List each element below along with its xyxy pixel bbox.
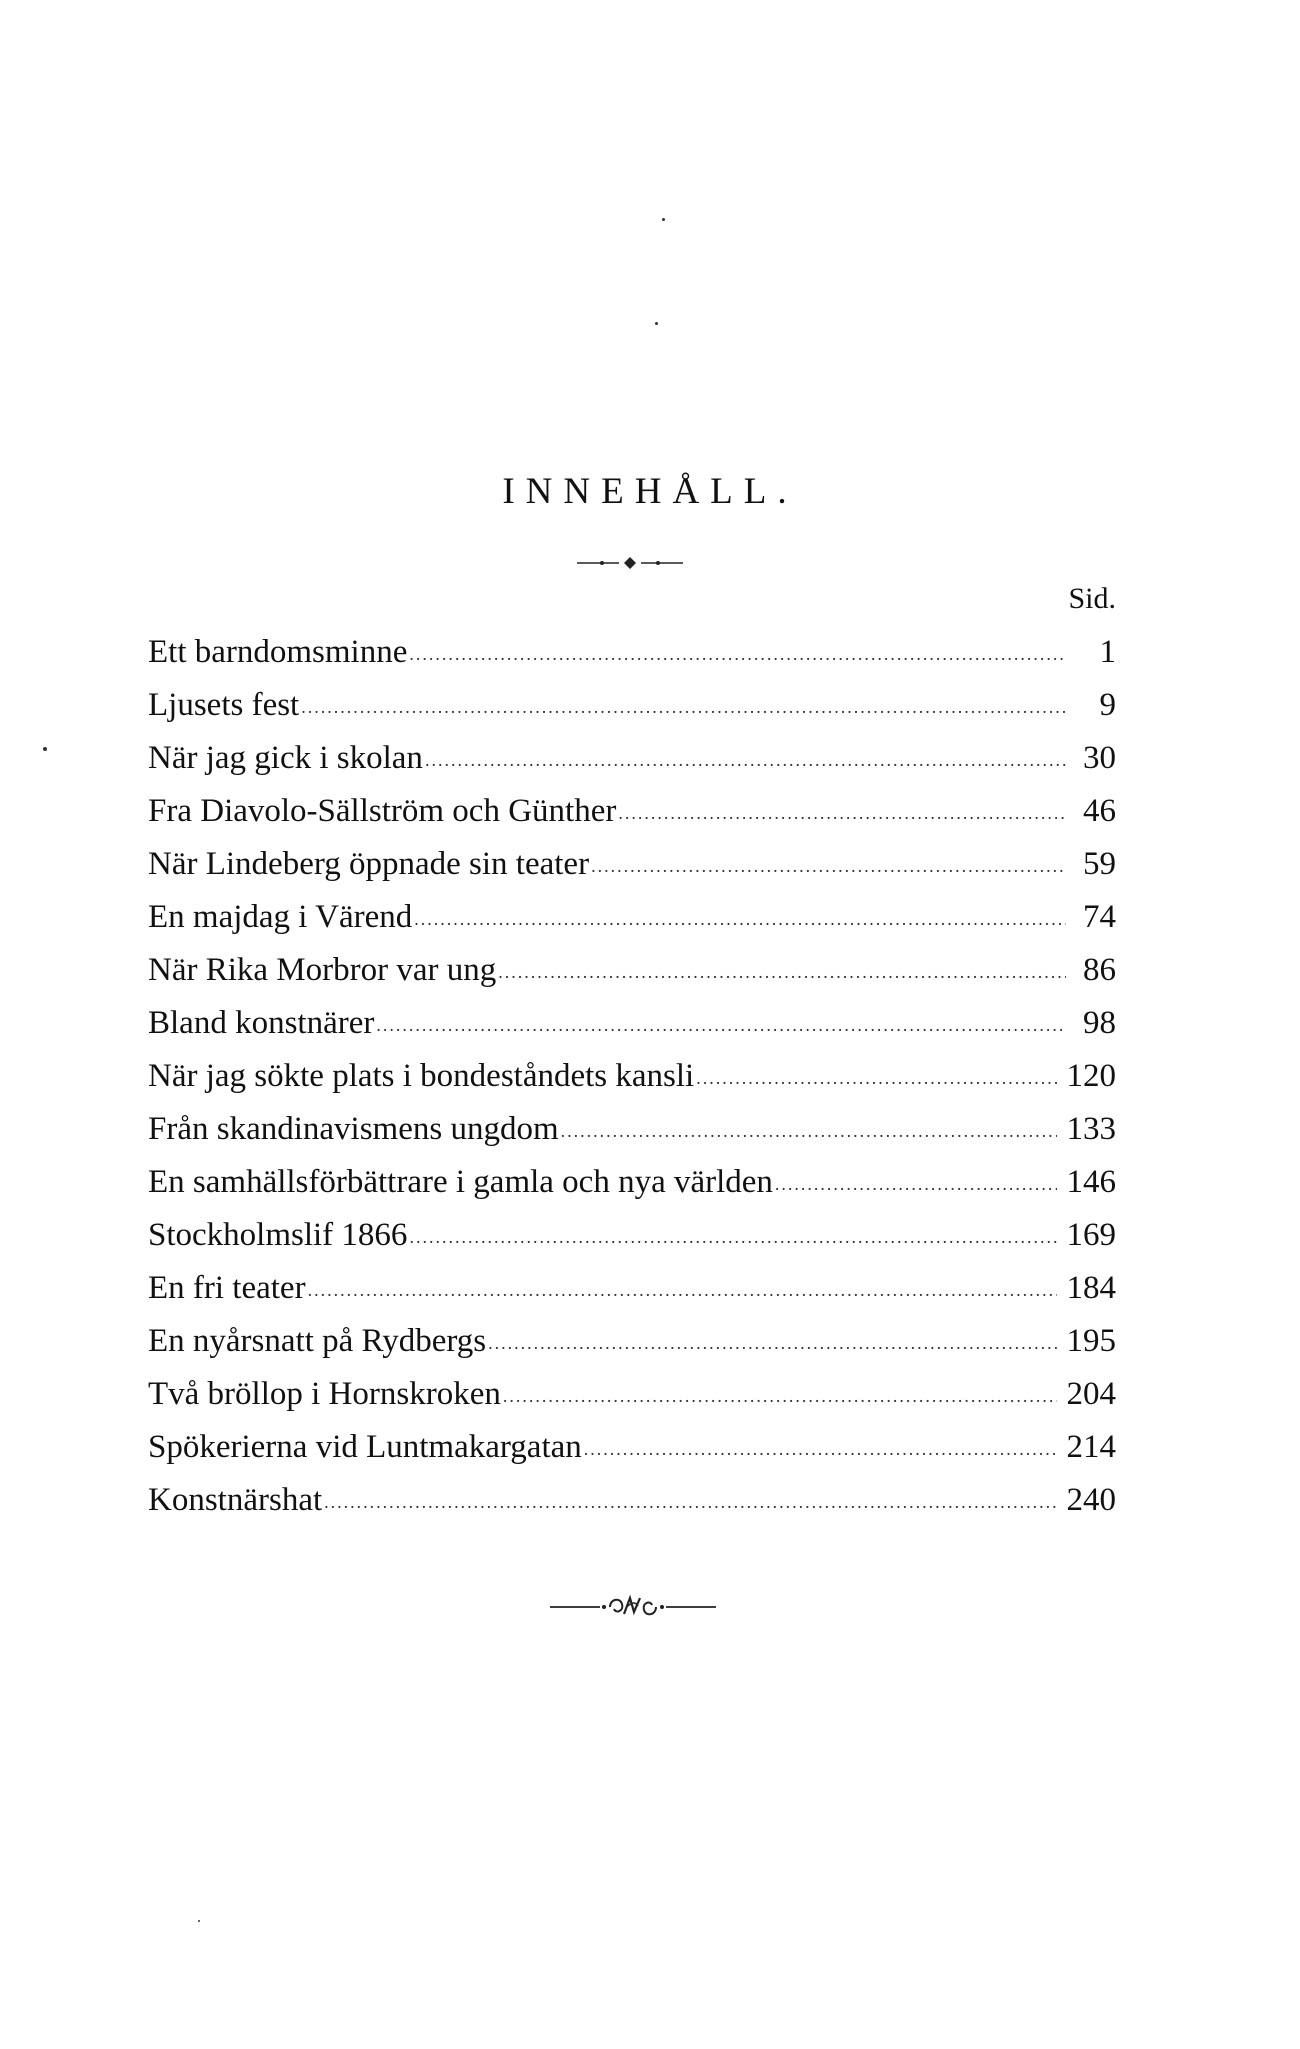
toc-entry-title: Bland konstnärer bbox=[148, 1005, 375, 1041]
toc-entry-title: En nyårsnatt på Rydbergs bbox=[148, 1323, 487, 1359]
toc-entry bbox=[148, 891, 1116, 944]
toc-entry bbox=[148, 1156, 1116, 1209]
toc-entry-page: 240 bbox=[1066, 1482, 1116, 1518]
page-column-label: Sid. bbox=[1068, 582, 1116, 615]
toc-entry-title: När jag sökte plats i bondeståndets kansli bbox=[148, 1058, 695, 1094]
print-speck bbox=[655, 322, 658, 325]
toc-entry bbox=[148, 785, 1116, 838]
dot-leader bbox=[696, 1052, 1056, 1105]
toc-entry-title: En majdag i Värend bbox=[148, 899, 413, 935]
dot-leader bbox=[414, 893, 1066, 946]
toc-entry bbox=[148, 1421, 1116, 1474]
toc-entry-title: Fra Diavolo-Sällström och Günther bbox=[148, 793, 617, 829]
toc-entry-page: 214 bbox=[1066, 1429, 1116, 1465]
toc-entry-page: 195 bbox=[1066, 1323, 1116, 1359]
toc-entry-page: 9 bbox=[1099, 687, 1116, 723]
dot-leader bbox=[376, 999, 1066, 1052]
dot-leader bbox=[618, 787, 1066, 840]
page-title: INNEHÅLL. bbox=[502, 471, 798, 512]
toc-entry-title: När Rika Morbror var ung bbox=[148, 952, 497, 988]
toc-entry bbox=[148, 679, 1116, 732]
toc-entry-page: 133 bbox=[1066, 1111, 1116, 1147]
toc-entry-title: En samhällsförbättrare i gamla och nya världen bbox=[148, 1164, 773, 1200]
toc-entry-title: Från skandinavismens ungdom bbox=[148, 1111, 559, 1147]
toc-entry bbox=[148, 1050, 1116, 1103]
toc-entry bbox=[148, 1315, 1116, 1368]
toc-entry bbox=[148, 626, 1116, 679]
dot-leader bbox=[308, 1264, 1057, 1317]
dot-leader bbox=[409, 628, 1066, 681]
toc-entry-page: 169 bbox=[1066, 1217, 1116, 1253]
toc-entry bbox=[148, 838, 1116, 891]
dot-leader bbox=[425, 734, 1066, 787]
dot-leader bbox=[488, 1317, 1056, 1370]
toc-entry-page: 98 bbox=[1083, 1005, 1116, 1041]
toc-entry-page: 30 bbox=[1083, 740, 1116, 776]
dot-leader bbox=[324, 1476, 1056, 1529]
toc-entry bbox=[148, 997, 1116, 1050]
print-speck bbox=[198, 1920, 200, 1922]
toc-entry-title: Två bröllop i Hornskroken bbox=[148, 1376, 501, 1412]
toc-entry-page: 1 bbox=[1099, 634, 1116, 670]
dot-leader bbox=[584, 1423, 1057, 1476]
toc-entry-page: 146 bbox=[1066, 1164, 1116, 1200]
toc-entry-page: 184 bbox=[1066, 1270, 1116, 1306]
dot-leader bbox=[591, 840, 1066, 893]
print-speck bbox=[43, 747, 47, 751]
toc-entry-page: 204 bbox=[1066, 1376, 1116, 1412]
toc-entry-title: Spökerierna vid Luntmakargatan bbox=[148, 1429, 582, 1465]
rule-diamond-icon bbox=[575, 556, 685, 570]
toc-entry-title: Ljusets fest bbox=[148, 687, 300, 723]
dot-leader bbox=[503, 1370, 1057, 1423]
dot-leader bbox=[561, 1105, 1057, 1158]
dot-leader bbox=[409, 1211, 1056, 1264]
toc-entry-page: 74 bbox=[1083, 899, 1116, 935]
toc-entry bbox=[148, 732, 1116, 785]
toc-entry bbox=[148, 1368, 1116, 1421]
print-speck bbox=[662, 218, 665, 221]
toc-entry-page: 120 bbox=[1066, 1058, 1116, 1094]
toc-entry-title: Ett barndomsminne bbox=[148, 634, 408, 670]
toc-entry bbox=[148, 1103, 1116, 1156]
toc-entry bbox=[148, 944, 1116, 997]
dot-leader bbox=[775, 1158, 1057, 1211]
toc-entry bbox=[148, 1209, 1116, 1262]
flourish-icon bbox=[548, 1592, 718, 1622]
toc-entry-page: 86 bbox=[1083, 952, 1116, 988]
toc-entry-title: När jag gick i skolan bbox=[148, 740, 423, 776]
toc-entry-page: 59 bbox=[1083, 846, 1116, 882]
toc-entry-title: Konstnärshat bbox=[148, 1482, 323, 1518]
toc-entry-page: 46 bbox=[1083, 793, 1116, 829]
toc-entry-title: När Lindeberg öppnade sin teater bbox=[148, 846, 590, 882]
table-of-contents bbox=[148, 626, 1116, 1527]
dot-leader bbox=[301, 681, 1066, 734]
toc-entry bbox=[148, 1262, 1116, 1315]
toc-entry-title: En fri teater bbox=[148, 1270, 306, 1306]
dot-leader bbox=[498, 946, 1066, 999]
toc-entry bbox=[148, 1474, 1116, 1527]
toc-entry-title: Stockholmslif 1866 bbox=[148, 1217, 408, 1253]
